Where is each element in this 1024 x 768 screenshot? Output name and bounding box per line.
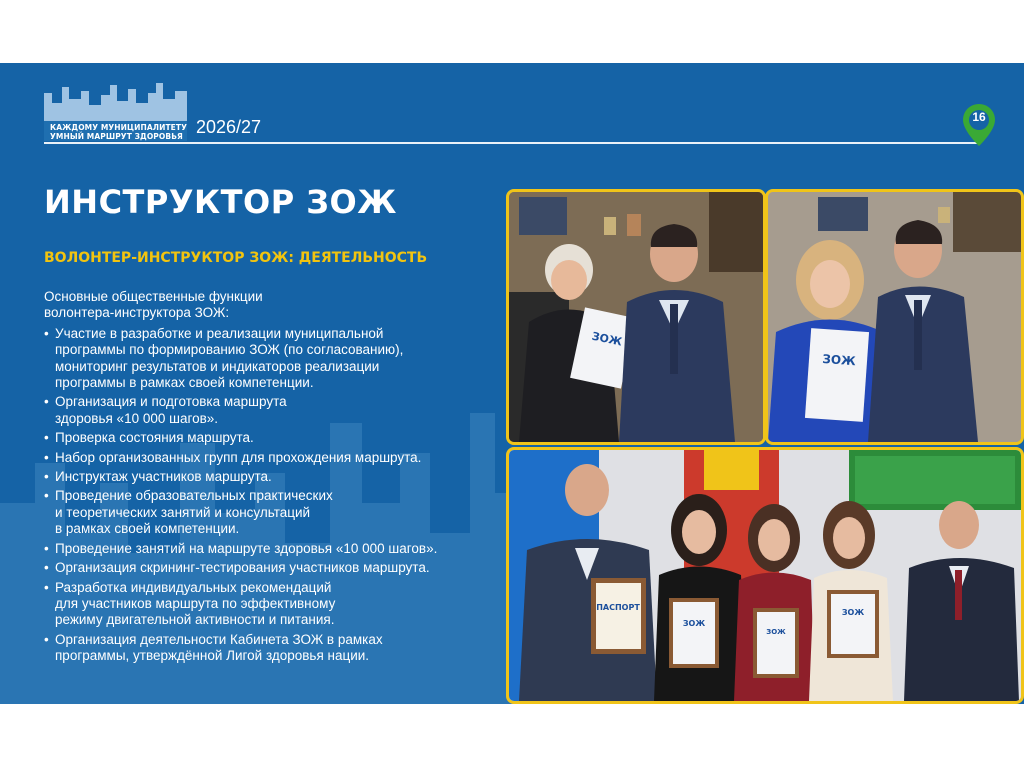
list-item [44,488,494,537]
list-item [44,450,494,466]
logo-text [50,123,187,141]
list-item-line: • Организация и подготовка маршрута [55,394,287,410]
list-item-line: и теоретических занятий и консультаций [55,504,311,520]
functions-list [44,326,494,665]
list-item-line: здоровья «10 000 шагов». [55,410,219,426]
list-item-line: программы в рамках своей компетенции. [55,375,314,391]
doc-label: ПАСПОРТ [596,603,640,612]
logo-line-2: УМНЫЙ МАРШРУТ ЗДОРОВЬЯ [50,132,183,141]
list-item-line: • Организация скрининг-тестирования участников маршрута. [55,560,430,576]
list-item-line: программы по формированию ЗОЖ (по согласованию), [55,342,404,358]
list-item [44,430,494,446]
list-item-line: • Проверка состояния маршрута. [55,430,254,446]
intro-line: волонтера-инструктора ЗОЖ: [44,305,230,321]
list-item [44,394,494,427]
page-title: ИНСТРУКТОР ЗОЖ [44,183,397,221]
header-divider [44,142,981,144]
photo-award-2 [765,189,1024,445]
list-item [44,580,494,629]
logo-line-1: КАЖДОМУ МУНИЦИПАЛИТЕТУ [50,123,187,132]
list-item-line: для участников маршрута по эффективному [55,595,336,611]
photo-group-award-illustration [509,450,1021,701]
list-item-line: • Набор организованных групп для прохождения маршрута. [55,449,422,465]
doc-label: ЗОЖ [766,628,786,636]
photo-award-2-illustration [768,192,1021,442]
list-item-line: в рамках своей компетенции. [55,521,240,537]
page-number: 16 [972,110,986,124]
list-item [44,326,494,392]
list-item-line: мониторинг результатов и индикаторов реализации [55,358,380,374]
section-subtitle: ВОЛОНТЕР-ИНСТРУКТОР ЗОЖ: ДЕЯТЕЛЬНОСТЬ [44,250,428,266]
list-item-line: • Разработка индивидуальных рекомендаций [55,579,332,595]
intro-line: Основные общественные функции [44,289,263,304]
photo-group-award [506,447,1024,704]
list-item [44,632,494,665]
doc-label: ЗОЖ [590,329,624,349]
list-item-line: режиму двигательной активности и питания. [55,612,335,628]
photo-award-1-illustration [509,192,763,442]
photo-award-1 [506,189,766,445]
list-item-line: • Инструктаж участников маршрута. [55,469,272,485]
list-item [44,541,494,557]
list-item [44,560,494,576]
slide [0,63,1024,704]
list-item-line: • Участие в разработке и реализации муниципальной [55,325,384,341]
doc-label: ЗОЖ [841,608,865,617]
list-item [44,469,494,485]
intro-text [44,289,494,322]
list-item-line: • Организация деятельности Кабинета ЗОЖ в рамках [55,631,383,647]
doc-label: ЗОЖ [821,351,857,369]
doc-label: ЗОЖ [682,619,706,628]
list-item-line: программы, утверждённой Лигой здоровья нации. [55,648,370,664]
list-item-line: • Проведение занятий на маршруте здоровья «10 000 шагов». [55,540,438,556]
year-label: 2026/27 [196,117,262,137]
list-item-line: • Проведение образовательных практических [55,488,333,504]
content-text [44,289,494,668]
